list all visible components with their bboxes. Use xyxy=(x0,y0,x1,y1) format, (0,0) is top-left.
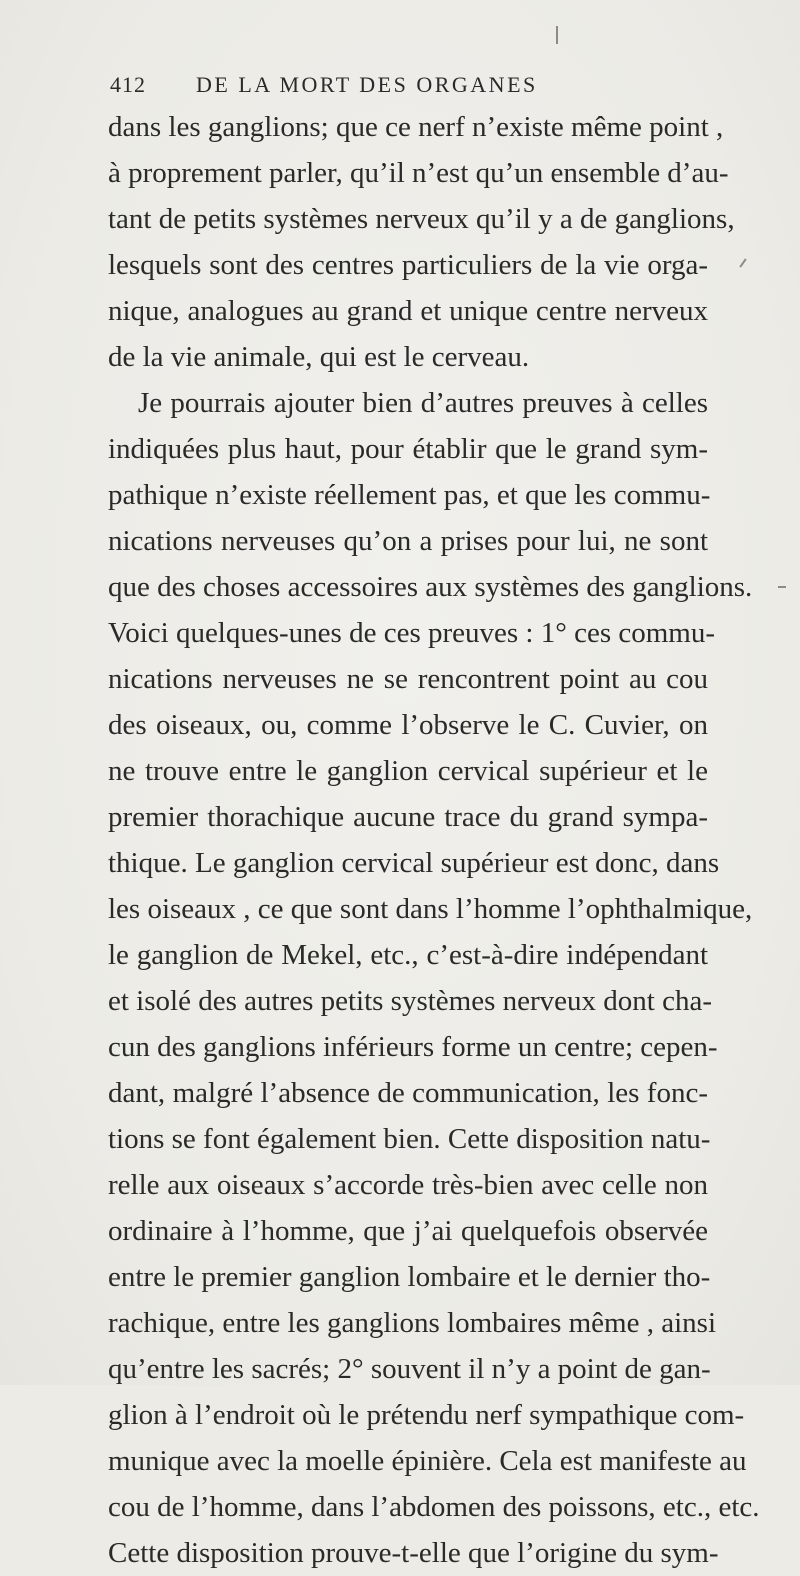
page-number: 412 xyxy=(110,72,146,97)
page-header xyxy=(110,72,710,104)
text-line: les oiseaux , ce que sont dans l’homme l’ophthalmique, xyxy=(108,893,753,925)
text-line: nications nerveuses qu’on a prises pour lui, ne sont xyxy=(108,525,708,557)
text-line: lesquels sont des centres particuliers de la vie orga- xyxy=(108,249,708,281)
text-line: pathique n’existe réellement pas, et que les commu- xyxy=(108,479,711,511)
text-line: des oiseaux, ou, comme l’observe le C. Cuvier, on xyxy=(108,709,708,741)
text-line: que des choses accessoires aux systèmes des ganglions. xyxy=(108,571,753,603)
text-line: premier thorachique aucune trace du grand sympa- xyxy=(108,801,708,833)
text-line: nique, analogues au grand et unique centre nerveux xyxy=(108,295,708,327)
text-line: dans les ganglions; que ce nerf n’existe même point , xyxy=(108,111,724,143)
text-line: dant, malgré l’absence de communication, les fonc- xyxy=(108,1077,708,1109)
text-line: le ganglion de Mekel, etc., c’est-à-dire indépendant xyxy=(108,939,708,971)
text-line: tant de petits systèmes nerveux qu’il y a de ganglions, xyxy=(108,203,735,235)
text-line: qu’entre les sacrés; 2° souvent il n’y a point de gan- xyxy=(108,1353,711,1385)
text-line: ne trouve entre le ganglion cervical supérieur et le xyxy=(108,755,708,787)
text-line: entre le premier ganglion lombaire et le dernier tho- xyxy=(108,1261,711,1293)
paper-speck xyxy=(556,26,558,44)
text-line: rachique, entre les ganglions lombaires même , ainsi xyxy=(108,1307,717,1339)
text-line: cou de l’homme, dans l’abdomen des poissons, etc., etc. xyxy=(108,1491,760,1523)
text-line: à proprement parler, qu’il n’est qu’un ensemble d’au- xyxy=(108,157,729,189)
text-line: relle aux oiseaux s’accorde très-bien avec celle non xyxy=(108,1169,708,1201)
text-line: thique. Le ganglion cervical supérieur est donc, dans xyxy=(108,847,720,879)
running-head: DE LA MORT DES ORGANES xyxy=(196,72,538,97)
text-line: Je pourrais ajouter bien d’autres preuves à celles xyxy=(138,387,708,419)
text-line: tions se font également bien. Cette disposition natu- xyxy=(108,1123,711,1155)
body-text xyxy=(108,104,760,1576)
text-line: Voici quelques-unes de ces preuves : 1° ces commu- xyxy=(108,617,716,649)
paper-speck xyxy=(739,258,746,267)
text-line: Cette disposition prouve-t-elle que l’origine du sym- xyxy=(108,1537,719,1569)
text-line: de la vie animale, qui est le cerveau. xyxy=(108,341,530,373)
text-line: nications nerveuses ne se rencontrent point au cou xyxy=(108,663,708,695)
text-line: ordinaire à l’homme, que j’ai quelquefois observée xyxy=(108,1215,708,1247)
text-line: glion à l’endroit où le prétendu nerf sympathique com- xyxy=(108,1399,745,1431)
text-line: et isolé des autres petits systèmes nerveux dont cha- xyxy=(108,985,713,1017)
text-line: munique avec la moelle épinière. Cela est manifeste au xyxy=(108,1445,747,1477)
text-line: cun des ganglions inférieurs forme un centre; cepen- xyxy=(108,1031,718,1063)
paper-speck xyxy=(778,586,786,588)
text-line: indiquées plus haut, pour établir que le grand sym- xyxy=(108,433,708,465)
